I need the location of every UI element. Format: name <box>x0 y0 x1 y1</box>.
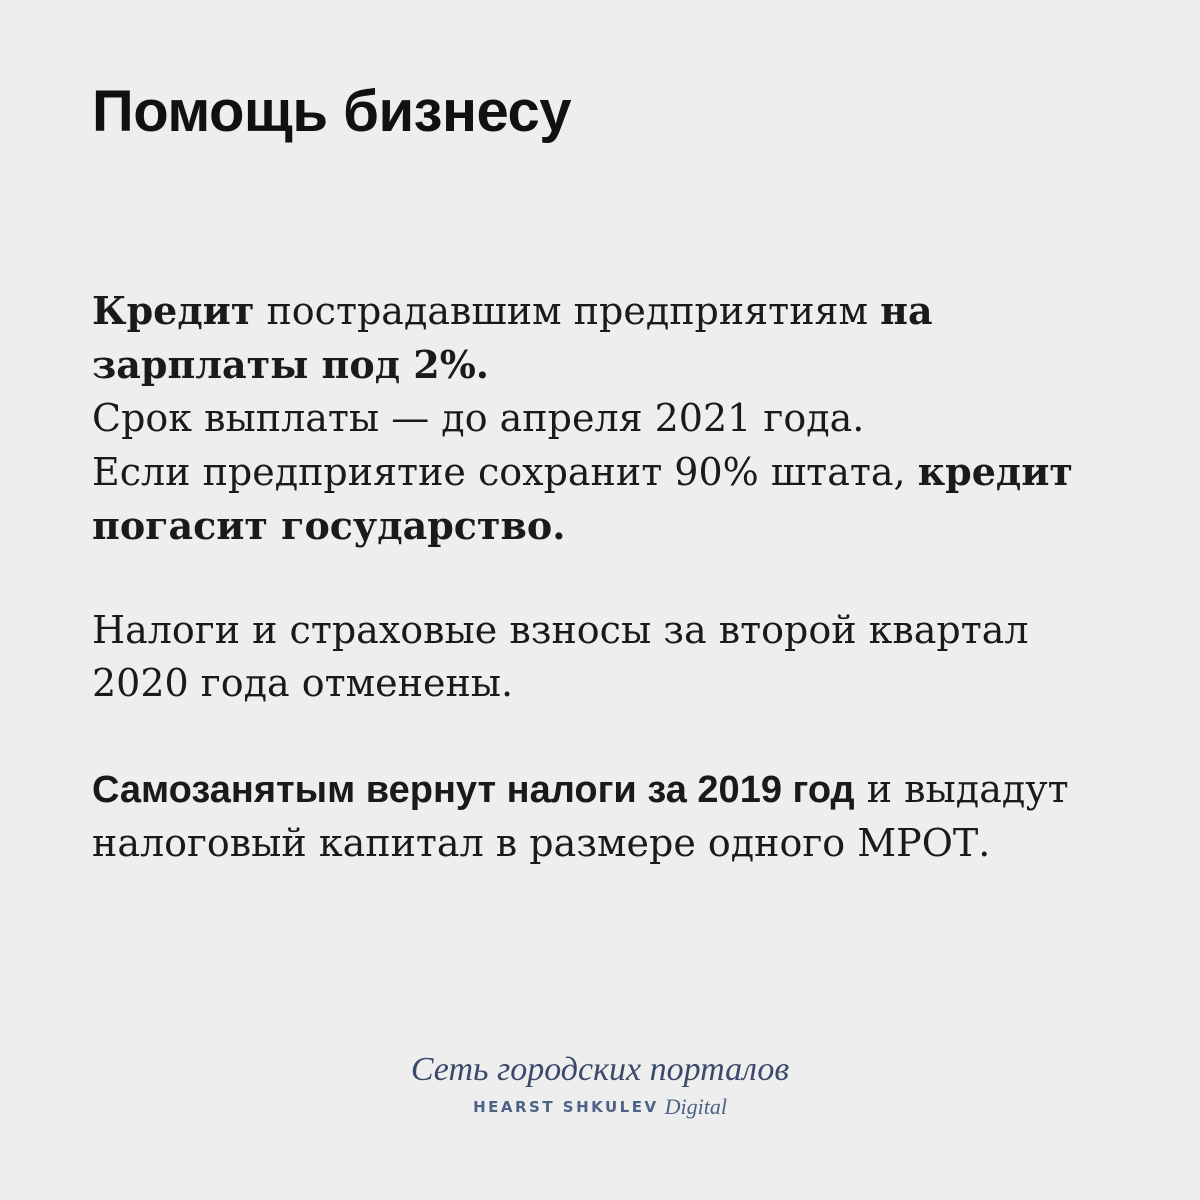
logo-brand-name: HEARST SHKULEV <box>473 1098 659 1116</box>
self-employed-bold: Самозанятым вернут налоги за 2019 год <box>92 769 855 811</box>
logo-tagline: Сеть городских порталов <box>410 1051 790 1088</box>
credit-bold-terms: на зарплаты под 2%. <box>92 288 933 387</box>
paragraph-credit <box>92 284 1132 553</box>
logo-brand-line <box>0 1094 1200 1120</box>
paragraph-self-employed <box>92 763 1132 870</box>
credit-text: пострадавшим предприятиям <box>254 289 881 333</box>
credit-term-text: Срок выплаты — до апреля 2021 года. <box>92 396 865 440</box>
credit-bold-word: Кредит <box>92 288 255 333</box>
logo-digital: Digital <box>664 1094 727 1119</box>
credit-condition-text: Если предприятие сохранит 90% штата, <box>92 450 918 494</box>
page-title: Помощь бизнесу <box>92 79 571 144</box>
paragraph-taxes: Налоги и страховые взносы за второй квартал 2020 года отменены. <box>92 608 1029 705</box>
self-employed-text: и выдадут налоговый капитал в размере одного МРОТ. <box>92 767 1069 865</box>
footer-logo <box>0 1050 1200 1120</box>
credit-condition-bold: кредит погасит государство. <box>92 449 1073 548</box>
